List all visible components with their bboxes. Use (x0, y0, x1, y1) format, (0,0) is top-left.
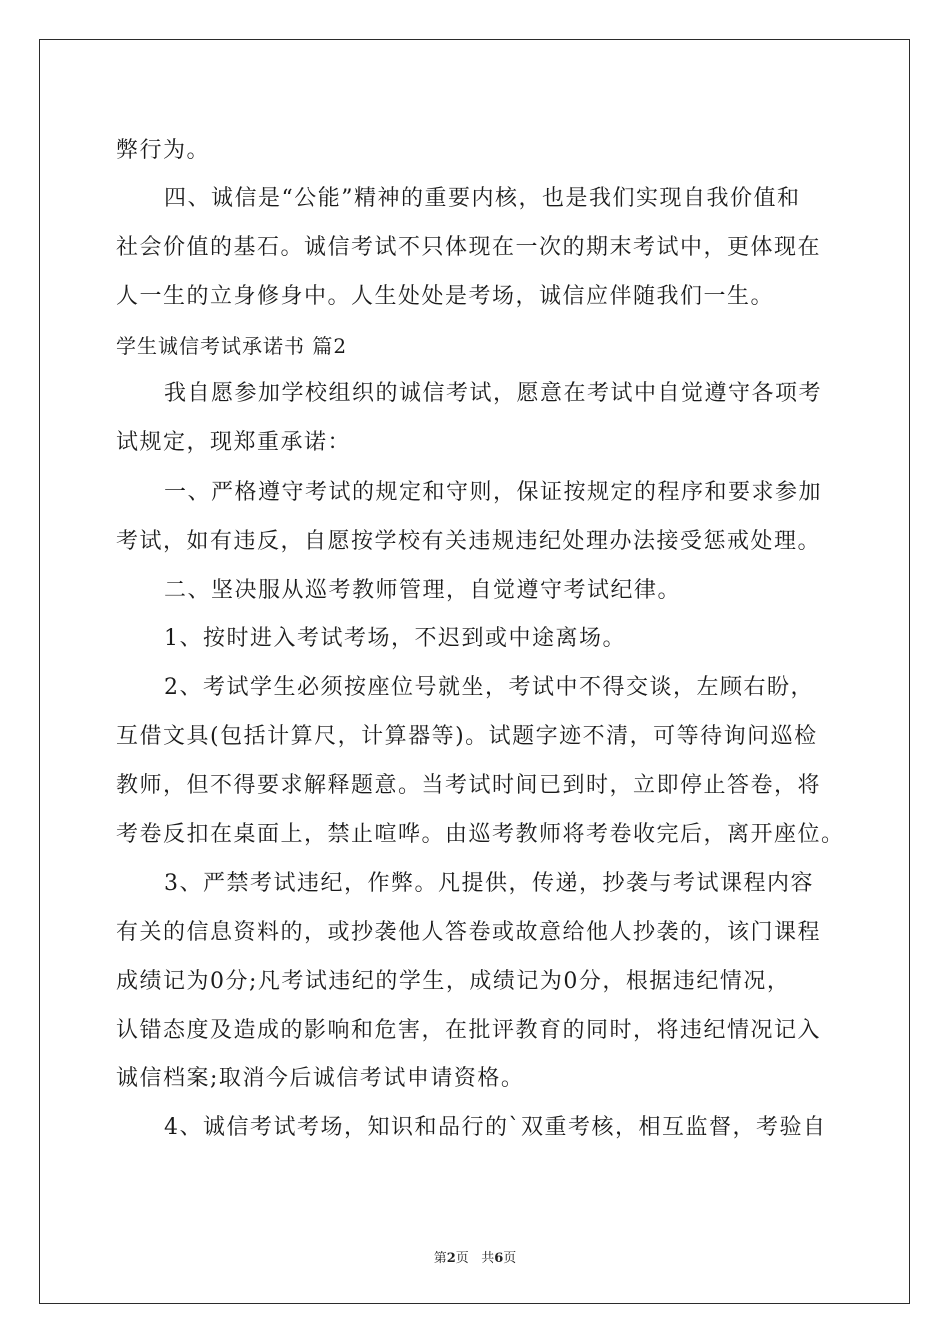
footer-prefix: 第 (433, 1251, 447, 1266)
paragraph-line: 考卷反扣在桌面上，禁止喧哗。由巡考教师将考卷收完后，离开座位。 (116, 822, 845, 847)
paragraph-line: 有关的信息资料的，或抄袭他人答卷或故意给他人抄袭的，该门课程 (116, 920, 822, 945)
paragraph-line: 4、诚信考试考场，知识和品行的`双重考核，相互监督，考验自 (164, 1115, 827, 1140)
paragraph-line: 社会价值的基石。诚信考试不只体现在一次的期末考试中，更体现在 (116, 235, 822, 260)
paragraph-line: 我自愿参加学校组织的诚信考试，愿意在考试中自觉遵守各项考 (164, 381, 823, 406)
paragraph-line: 1、按时进入考试考场，不迟到或中途离场。 (164, 626, 626, 651)
footer-mid: 页 共 (455, 1251, 495, 1266)
paragraph-line: 成绩记为0分;凡考试违纪的学生，成绩记为0分，根据违纪情况， (116, 969, 791, 994)
footer-current-page: 2 (446, 1251, 456, 1266)
footer-total-pages: 6 (494, 1251, 504, 1266)
footer-suffix: 页 (503, 1251, 517, 1266)
paragraph-line: 3、严禁考试违纪，作弊。凡提供，传递，抄袭与考试课程内容 (164, 871, 814, 896)
paragraph-line: 弊行为。 (116, 138, 211, 163)
paragraph-line: 教师，但不得要求解释题意。当考试时间已到时，立即停止答卷，将 (116, 773, 822, 798)
paragraph-line: 2、考试学生必须按座位号就坐，考试中不得交谈，左顾右盼， (164, 675, 814, 700)
paragraph-line: 试规定，现郑重承诺： (116, 430, 352, 455)
paragraph-line: 认错态度及造成的影响和危害，在批评教育的同时，将违纪情况记入 (116, 1018, 822, 1043)
paragraph-line: 考试，如有违反，自愿按学校有关违规违纪处理办法接受惩戒处理。 (116, 529, 822, 554)
paragraph-line: 人一生的立身修身中。人生处处是考场，诚信应伴随我们一生。 (116, 284, 775, 309)
page-footer (0, 1247, 950, 1266)
paragraph-line: 四、诚信是“公能”精神的重要内核，也是我们实现自我价值和 (164, 186, 801, 211)
paragraph-line: 诚信档案;取消今后诚信考试申请资格。 (116, 1066, 525, 1091)
section-heading: 学生诚信考试承诺书 篇2 (116, 334, 348, 358)
paragraph-line: 一、严格遵守考试的规定和守则，保证按规定的程序和要求参加 (164, 480, 823, 505)
paragraph-line: 互借文具(包括计算尺，计算器等)。试题字迹不清，可等待询问巡检 (116, 724, 818, 749)
paragraph-line: 二、坚决服从巡考教师管理，自觉遵守考试纪律。 (164, 578, 682, 603)
